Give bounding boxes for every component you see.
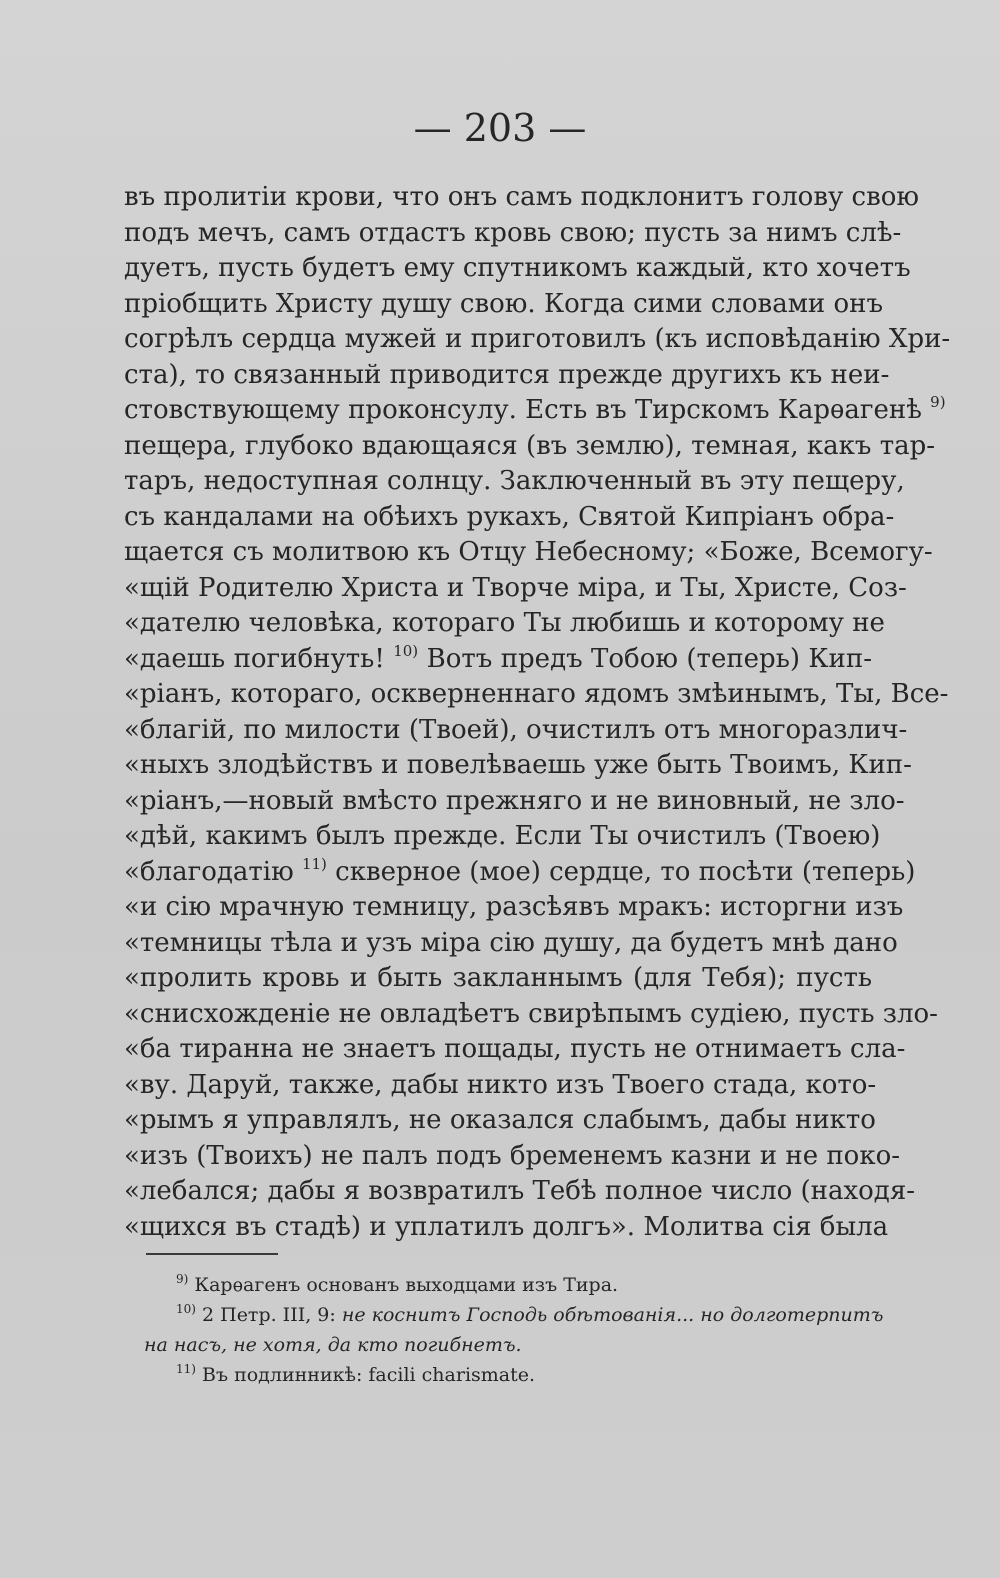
text-line: [124, 251, 911, 286]
footnote-11-text: Въ подлинникѣ: facili charismate.: [195, 1364, 536, 1386]
text-line: [124, 784, 905, 819]
text-line-main: «рымъ я управлялъ, не оказался слабымъ, дабы никто: [124, 1105, 876, 1135]
footnote-divider: [146, 1253, 278, 1255]
footnote-10-continued: [144, 1330, 522, 1360]
footnote-11-mark: 11): [176, 1362, 196, 1376]
text-line-main: ста), то связанный приводится прежде другихъ къ неи-: [124, 359, 890, 390]
text-line-main: «ба тиранна не знаетъ пощады, пусть не отнимаетъ сла-: [124, 1034, 906, 1064]
text-line-main: «даешь погибнуть!: [124, 643, 394, 674]
text-line: [124, 1210, 889, 1245]
text-line: [124, 677, 949, 712]
page-number: — 203 —: [413, 106, 587, 150]
text-line-main: пріобщить Христу душу свою. Когда сими словами онъ: [124, 288, 884, 319]
text-line-main: «благій, по милости (Твоей), очистилъ отъ многоразлич-: [124, 714, 908, 745]
text-line: [124, 500, 895, 535]
text-line: [124, 819, 881, 854]
text-line-main: «ріанъ, котораго, оскверненнаго ядомъ змѣинымъ, Ты, Все-: [124, 679, 949, 709]
text-line-main: «снисхожденіе не овладѣетъ свирѣпымъ судіею, пусть зло-: [124, 998, 938, 1029]
footnote-10-quote-end: на насъ, не хотя, да кто погибнетъ.: [144, 1334, 522, 1356]
text-line: [124, 535, 933, 570]
text-line-main: щается съ молитвою къ Отцу Небесному; «Боже, Всемогу-: [124, 537, 933, 567]
text-line: [124, 890, 904, 925]
text-line-main: «изъ (Твоихъ) не палъ подъ бременемъ казни и не поко-: [124, 1140, 901, 1171]
text-line: [124, 571, 907, 606]
footnote-10-ref: 2 Петр. III, 9:: [195, 1304, 342, 1326]
text-line-main: «ріанъ,—новый вмѣсто прежняго и не виновный, не зло-: [124, 785, 905, 816]
text-line: [124, 393, 946, 428]
text-line: [124, 1032, 906, 1067]
text-line: [124, 322, 951, 357]
text-line: [124, 997, 938, 1032]
footnote-10-mark: 10): [176, 1302, 196, 1316]
text-line: [124, 1103, 876, 1138]
text-line: [124, 713, 908, 748]
text-line: [124, 1174, 916, 1209]
text-line-main: подъ мечъ, самъ отдастъ кровь свою; пусть за нимъ слѣ-: [124, 217, 902, 248]
footnote-ref: 9): [930, 393, 946, 411]
footnote-9-text: Карѳагенъ основанъ выходцами изъ Тира.: [188, 1274, 619, 1296]
text-line-main: «темницы тѣла и узъ міра сію душу, да будетъ мнѣ дано: [124, 927, 898, 958]
text-line: [124, 961, 872, 996]
text-line: [124, 642, 872, 677]
text-line-main: «благодатію: [124, 856, 302, 887]
footnote-9-mark: 9): [176, 1272, 189, 1286]
text-line-main: «пролить кровь и быть закланнымъ (для Тебя); пусть: [124, 963, 872, 993]
text-line-main: дуетъ, пусть будетъ ему спутникомъ каждый, кто хочетъ: [124, 253, 911, 283]
footnote-11: [176, 1360, 535, 1390]
text-line-main: «щій Родителю Христа и Творче міра, и Ты, Христе, Соз-: [124, 572, 907, 603]
text-line-main: «лебался; дабы я возвратилъ Тебѣ полное число (находя-: [124, 1176, 916, 1206]
footnote-ref: 10): [393, 641, 419, 660]
text-line-tail: скверное (мое) сердце, то посѣти (теперь): [326, 856, 916, 887]
text-line: [124, 1068, 877, 1103]
text-line: [124, 216, 902, 251]
text-line-main: «ныхъ злодѣйствъ и повелѣваешь уже быть Твоимъ, Кип-: [124, 750, 912, 780]
text-line-main: стовствующему проконсулу. Есть въ Тирскомъ Карѳагенѣ: [124, 395, 931, 425]
text-line-main: таръ, недоступная солнцу. Заключенный въ эту пещеру,: [124, 466, 905, 496]
footnote-ref: 11): [301, 854, 327, 873]
text-line-main: въ пролитіи крови, что онъ самъ подклонитъ голову свою: [124, 182, 920, 212]
text-line: [124, 926, 898, 961]
text-line-main: «ву. Даруй, также, дабы никто изъ Твоего стада, кото-: [124, 1069, 877, 1100]
text-line-main: согрѣлъ сердца мужей и приготовилъ (къ исповѣданію Хри-: [124, 324, 951, 354]
text-line: [124, 358, 890, 393]
text-line-main: «и сію мрачную темницу, разсѣявъ мракъ: исторгни изъ: [124, 892, 904, 922]
text-line-main: «дателю человѣка, котораго Ты любишь и которому не: [124, 608, 885, 638]
text-line: [124, 606, 885, 641]
text-line: [124, 854, 916, 890]
text-line: [124, 287, 884, 322]
footnote-10: [176, 1300, 883, 1330]
text-line-main: пещера, глубоко вдающаяся (въ землю), темная, какъ тар-: [124, 430, 936, 461]
text-line: [124, 180, 920, 215]
footnote-9: [176, 1270, 618, 1300]
text-line: [124, 1139, 901, 1174]
footnote-10-quote: не коснитъ Господь обѣтованія... но долготерпитъ: [341, 1304, 884, 1326]
text-line-main: съ кандалами на обѣихъ рукахъ, Святой Кипріанъ обра-: [124, 501, 895, 532]
text-line: [124, 429, 936, 464]
text-line-tail: Вотъ предъ Тобою (теперь) Кип-: [418, 643, 872, 674]
text-line-main: «щихся въ стадѣ) и уплатилъ долгъ». Молитва сія была: [124, 1211, 889, 1242]
text-line: [124, 464, 905, 499]
text-line: [124, 748, 912, 783]
text-line-main: «дѣй, какимъ былъ прежде. Если Ты очистилъ (Твоею): [124, 821, 881, 851]
